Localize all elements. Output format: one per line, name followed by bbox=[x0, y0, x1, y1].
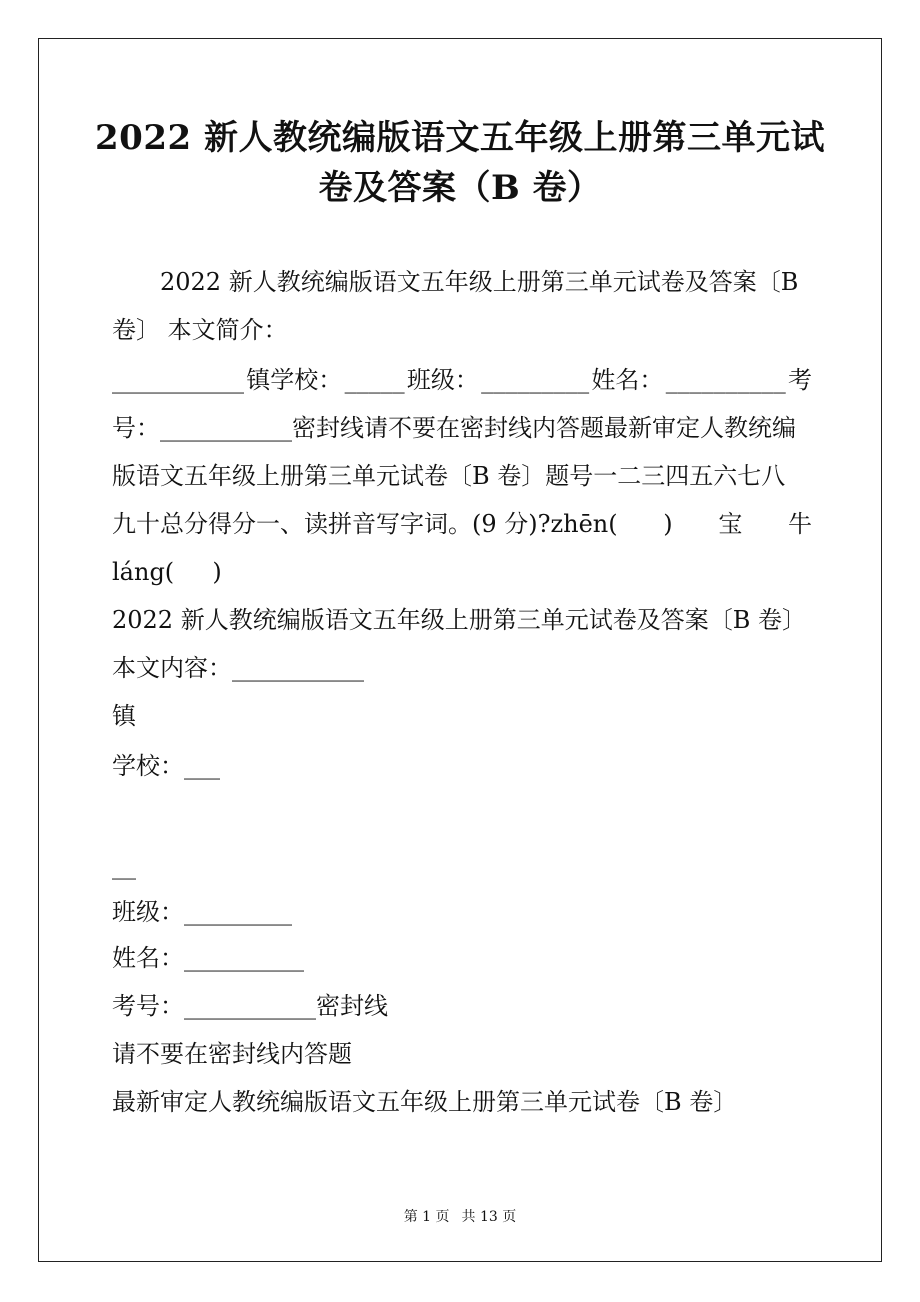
word-niu: 牛 bbox=[787, 510, 812, 538]
body-line-8: 2022 新人教统编版语文五年级上册第三单元试卷及答案〔B 卷〕 bbox=[112, 606, 806, 634]
body-line-exam-number bbox=[112, 412, 812, 444]
school-label: 学校： bbox=[112, 752, 184, 780]
page-border bbox=[38, 38, 882, 1262]
content-blank: ___________ bbox=[232, 654, 364, 682]
name-blank: __________ bbox=[184, 944, 304, 972]
seal-line-text: 密封线请不要在密封线内答题最新审定人教统编 bbox=[292, 414, 796, 442]
intro-line-1: 2022 新人教统编版语文五年级上册第三单元试卷及答案〔B bbox=[160, 268, 799, 296]
body-line-subtitle: 最新审定人教统编版语文五年级上册第三单元试卷〔B 卷〕 bbox=[112, 1088, 738, 1116]
body-line-underscore: __ bbox=[112, 852, 136, 880]
class-label: 班级： bbox=[406, 366, 479, 394]
page-number: 第 1 页 bbox=[403, 1209, 450, 1225]
class-label-2: 班级： bbox=[112, 898, 184, 926]
fields-blank-name: __________ bbox=[665, 366, 786, 394]
body-line-6 bbox=[112, 508, 812, 540]
seal-line-label: 密封线 bbox=[316, 992, 388, 1020]
town-school-label: 镇学校： bbox=[246, 366, 343, 394]
body-line-7: láng( ) bbox=[112, 558, 222, 586]
fields-blank-school: _____ bbox=[344, 366, 405, 394]
page-footer bbox=[0, 1206, 920, 1226]
body-line-name bbox=[112, 942, 812, 974]
pinyin-question: 九十总分得分一、读拼音写字词。(9 分)?zhēn( bbox=[112, 510, 618, 538]
document-title-line-2: 卷及答案（B 卷） bbox=[318, 168, 602, 208]
body-line-class bbox=[112, 896, 812, 928]
name-label-2: 姓名： bbox=[112, 944, 184, 972]
fields-blank-class: _________ bbox=[481, 366, 590, 394]
body-line-exam-no bbox=[112, 990, 812, 1022]
fields-blank-town: ___________ bbox=[112, 366, 244, 394]
body-line-school bbox=[112, 750, 812, 782]
body-line-town: 镇 bbox=[112, 702, 136, 730]
fields-row bbox=[112, 364, 812, 396]
intro-line-2: 卷〕 本文简介： bbox=[112, 316, 288, 344]
kao-char: 考 bbox=[787, 366, 812, 394]
exam-no-label: 考号： bbox=[112, 992, 184, 1020]
school-blank: ___ bbox=[184, 752, 220, 780]
name-label: 姓名： bbox=[591, 366, 664, 394]
body-line-content bbox=[112, 652, 812, 684]
document-title-line-1: 2022 新人教统编版语文五年级上册第三单元试 bbox=[95, 118, 825, 158]
class-blank: _________ bbox=[184, 898, 292, 926]
pinyin-close-paren: ) bbox=[663, 510, 673, 538]
page-total: 共 13 页 bbox=[461, 1209, 517, 1225]
exam-number-blank: ___________ bbox=[160, 414, 292, 442]
exam-no-blank: ___________ bbox=[184, 992, 316, 1020]
hao-label: 号： bbox=[112, 414, 160, 442]
body-line-instruction: 请不要在密封线内答题 bbox=[112, 1040, 352, 1068]
word-bao: 宝 bbox=[718, 510, 743, 538]
body-line-5: 版语文五年级上册第三单元试卷〔B 卷〕题号一二三四五六七八 bbox=[112, 462, 786, 490]
content-label: 本文内容： bbox=[112, 654, 232, 682]
